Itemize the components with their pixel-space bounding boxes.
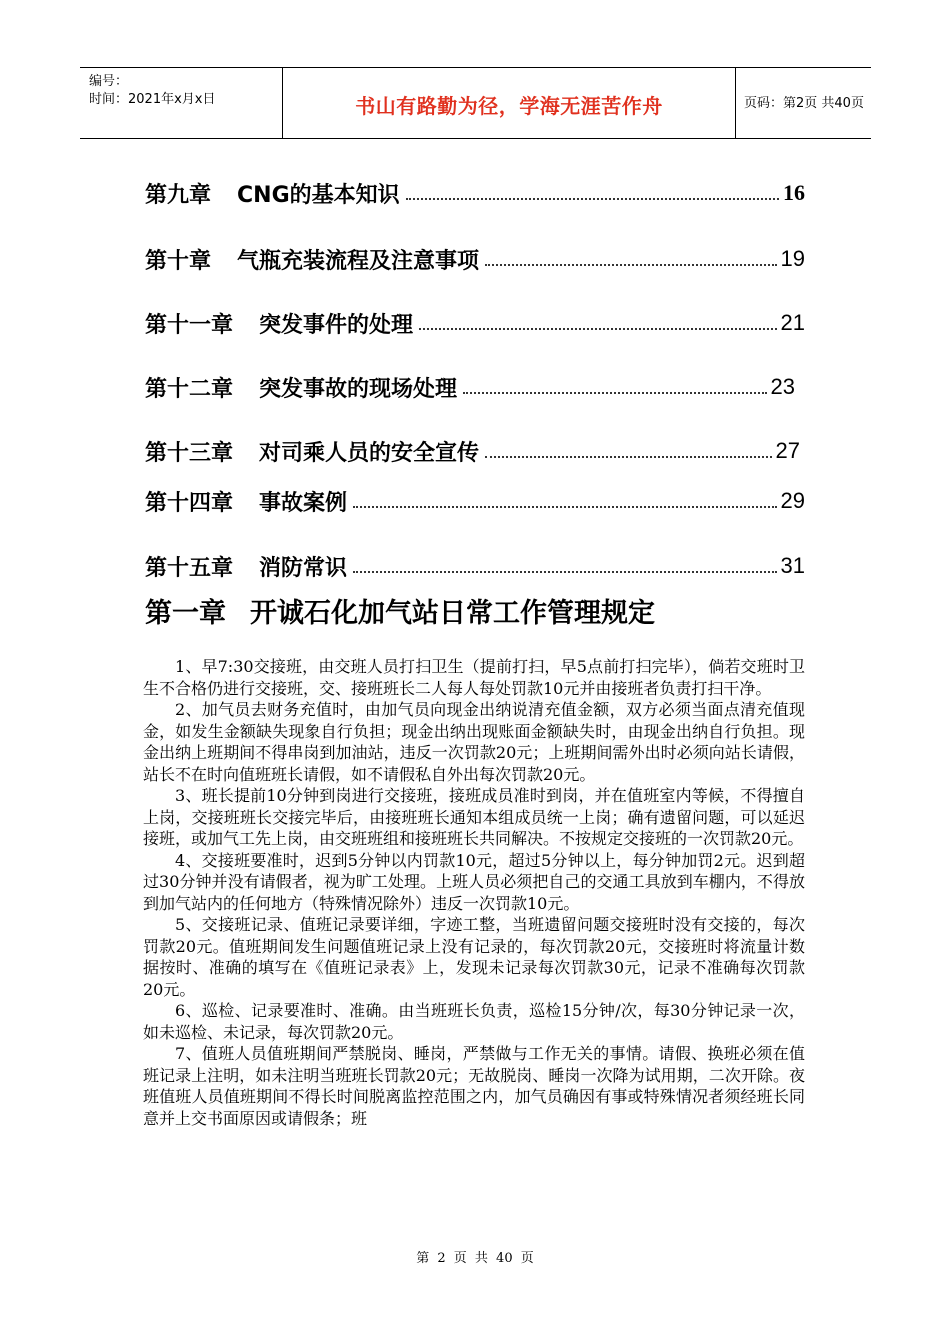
toc-leader xyxy=(419,327,776,330)
toc-entry[interactable] xyxy=(145,371,795,403)
toc-entry[interactable] xyxy=(145,243,805,275)
page-footer: 第 2 页 共 40 页 xyxy=(416,1251,534,1266)
toc-title: 突发事故的现场处理 xyxy=(259,376,458,402)
toc-title: 消防常识 xyxy=(259,555,348,581)
toc-entry[interactable] xyxy=(145,435,800,467)
header-motto-cell xyxy=(282,68,736,138)
toc-page: 23 xyxy=(770,374,795,399)
toc-leader xyxy=(485,455,771,458)
toc-chapter: 第十五章 xyxy=(145,555,234,581)
paragraph: 3、班长提前10分钟到岗进行交接班，接班成员准时到岗，并在值班室内等候，不得擅自上岗，交接班班长交接完毕后，由接班班长通知本组成员统一上岗；确有遗留问题，可以延迟接班，或加气工先上岗，由交班班组和接班班长共同解决。不按规定交接班的一次罚款20元。 xyxy=(143,786,805,848)
paragraph: 7、值班人员值班期间严禁脱岗、睡岗，严禁做与工作无关的事情。请假、换班必须在值班记录上注明，如未注明当班班长罚款20元；无故脱岗、睡岗一次降为试用期，二次开除。夜班值班人员值班期间不得长时间脱离监控范围之内，加气员确因有事或特殊情况者须经班长同意并上交书面原因或请假条；班 xyxy=(143,1044,805,1128)
toc-page: 29 xyxy=(780,488,805,513)
header-motto: 书山有路勤为径，学海无涯苦作舟 xyxy=(355,94,663,118)
toc-chapter: 第十四章 xyxy=(145,490,234,516)
toc-chapter: 第十一章 xyxy=(145,312,234,338)
toc-chapter: 第十章 xyxy=(145,248,212,274)
toc-leader xyxy=(406,197,779,200)
header-page-cell xyxy=(735,68,871,138)
toc-chapter: 第九章 xyxy=(145,182,212,208)
toc-title: 突发事件的处理 xyxy=(259,312,414,338)
toc-leader xyxy=(353,570,776,573)
toc-leader xyxy=(463,391,766,394)
toc-page: 31 xyxy=(780,553,805,578)
paragraph: 2、加气员去财务充值时，由加气员向现金出纳说清充值金额，双方必须当面点清充值现金，如发生金额缺失现象自行负担；现金出纳出现账面金额缺失时，由现金出纳自行负担。现金出纳上班期间不得串岗到加油站，违反一次罚款20元；上班期间需外出时必须向站长请假，站长不在时向值班班长请假，如不请假私自外出每次罚款20元。 xyxy=(143,700,805,784)
toc-title: 气瓶充装流程及注意事项 xyxy=(237,248,480,274)
toc-entry[interactable] xyxy=(145,485,805,517)
toc-page: 21 xyxy=(780,310,805,335)
page-header xyxy=(80,67,871,139)
toc-title: 事故案例 xyxy=(259,490,348,516)
chapter-heading-title: 开诚石化加气站日常工作管理规定 xyxy=(250,598,655,629)
toc-entry[interactable] xyxy=(145,177,805,209)
toc-page: 27 xyxy=(775,438,800,463)
toc-page: 16 xyxy=(783,180,805,205)
body-text xyxy=(143,656,805,1129)
paragraph: 4、交接班要准时，迟到5分钟以内罚款10元，超过5分钟以上，每分钟加罚2元。迟到超过30分钟并没有请假者，视为旷工处理。上班人员必须把自己的交通工具放到车棚内，不得放到加气站内的任何地方（特殊情况除外）违反一次罚款10元。 xyxy=(143,850,805,913)
toc-leader xyxy=(353,505,776,508)
toc-entry[interactable] xyxy=(145,550,805,582)
toc-chapter: 第十二章 xyxy=(145,376,234,402)
chapter-heading xyxy=(145,591,655,630)
document-number-label: 编号： xyxy=(89,74,129,89)
header-page-info: 页码：第2页 共40页 xyxy=(744,96,864,111)
toc-entry[interactable] xyxy=(145,307,805,339)
paragraph: 1、早7:30交接班，由交班人员打扫卫生（提前打扫，早5点前打扫完毕），倘若交班时卫生不合格仍进行交接班，交、接班班长二人每人每处罚款10元并由接班者负责打扫干净。 xyxy=(143,657,805,698)
header-meta-cell xyxy=(80,68,282,138)
toc-leader xyxy=(485,263,776,266)
paragraph: 6、巡检、记录要准时、准确。由当班班长负责，巡检15分钟/次，每30分钟记录一次，如未巡检、未记录，每次罚款20元。 xyxy=(143,1001,805,1042)
toc-page: 19 xyxy=(780,246,805,271)
paragraph: 5、交接班记录、值班记录要详细，字迹工整，当班遗留问题交接班时没有交接的，每次罚款20元。值班期间发生问题值班记录上没有记录的，每次罚款20元，交接班时将流量计数据按时、准确的填写在《值班记录表》上，发现未记录每次罚款30元，记录不准确每次罚款20元。 xyxy=(143,915,805,999)
document-time-label: 时间：2021年x月x日 xyxy=(89,92,216,107)
chapter-heading-number: 第一章 xyxy=(145,598,226,629)
toc-chapter: 第十三章 xyxy=(145,440,234,466)
toc-title: 对司乘人员的安全宣传 xyxy=(259,440,480,466)
toc-title: CNG的基本知识 xyxy=(237,182,400,208)
